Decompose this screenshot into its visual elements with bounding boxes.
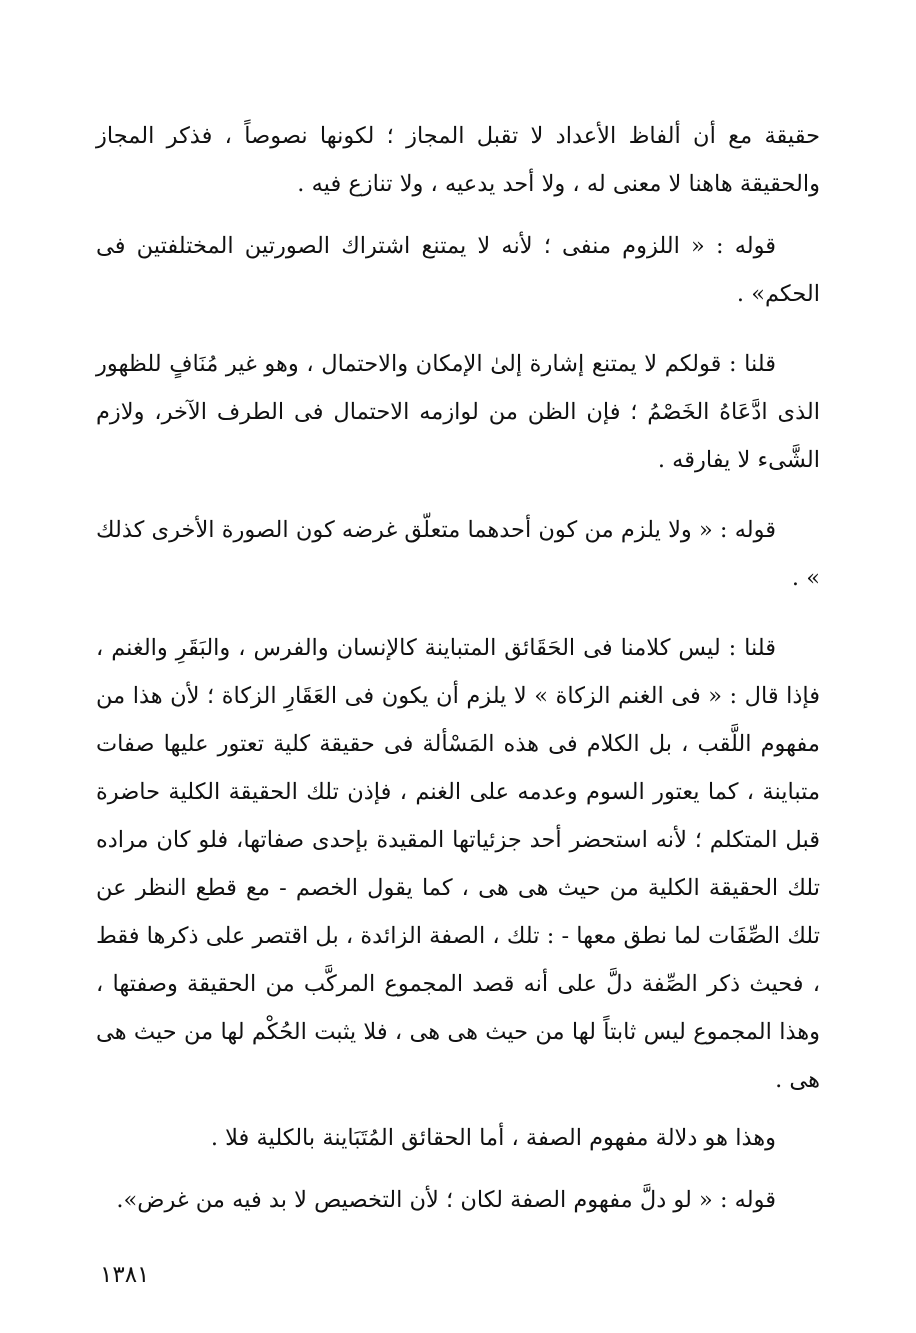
- page-number: ١٣٨١: [100, 1262, 150, 1288]
- paragraph-qawluhu-1: قوله : « اللزوم منفى ؛ لأنه لا يمتنع اشتراك الصورتين المختلفتين فى الحكم» .: [96, 233, 820, 307]
- paragraph-qawluhu-3: قوله : « لو دلَّ مفهوم الصفة لكان ؛ لأن التخصيص لا بد فيه من غرض».: [116, 1187, 776, 1213]
- paragraph-continuation: حقيقة مع أن ألفاظ الأعداد لا تقبل المجاز ؛ لكونها نصوصاً ، فذكر المجاز والحقيقة هاهنا لا معنى له ، ولا أحد يدعيه ، ولا تنازع فيه .: [96, 123, 820, 197]
- paragraph-qulna-1: قلنا : قولكم لا يمتنع إشارة إلىٰ الإمكان والاحتمال ، وهو غير مُنَافٍ للظهور الذى ادَّعَاهُ الخَصْمُ ؛ فإن الظن من لوازمه الاحتمال فى الطرف الآخر، ولازم الشَّىء لا يفارقه .: [96, 351, 820, 473]
- paragraph-qawluhu-2: قوله : « ولا يلزم من كون أحدهما متعلّق غرضه كون الصورة الأخرى كذلك » .: [96, 517, 820, 591]
- paragraph-qulna-2: قلنا : ليس كلامنا فى الحَقَائق المتباينة كالإنسان والفرس ، والبَقَرِ والغنم ، فإذا قال : « فى الغنم الزكاة » لا يلزم أن يكون فى العَقَارِ الزكاة ؛ لأن هذا من مفهوم اللَّقب ، بل الكلام فى هذه المَسْألة فى حقيقة كلية تعتور عليها صفات متباينة ، كما يعتور السوم وعدمه على الغنم ، فإذن تلك الحقيقة الكلية حاضرة قبل المتكلم ؛ لأنه استحضر أحد جزئياتها المقيدة بإحدى صفاتها، فلو كان مراده تلك الحقيقة الكلية من حيث هى هى ، كما يقول الخصم - مع قطع النظر عن تلك الصِّفَات لما نطق معها - : تلك ، الصفة الزائدة ، بل اقتصر على ذكرها فقط ، فحيث ذكر الصِّفة دلَّ على أنه قصد المجموع المركَّب من الحقيقة وصفتها ، وهذا المجموع ليس ثابتاً لها من حيث هى هى ، فلا يثبت الحُكْم لها من حيث هى هى .: [96, 635, 820, 1093]
- paragraph-conclusion: وهذا هو دلالة مفهوم الصفة ، أما الحقائق المُتَبَاينة بالكلية فلا .: [210, 1125, 776, 1151]
- page-body: [96, 112, 820, 1224]
